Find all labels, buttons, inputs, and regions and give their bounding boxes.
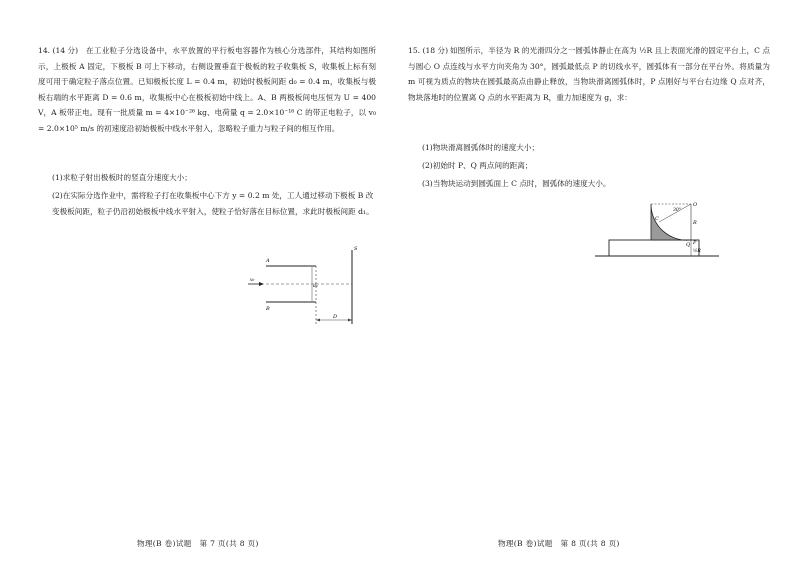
label-half-r: ½R [693,249,701,254]
label-s: S [354,246,358,252]
q15-sub3: (3)当物块运动到圆弧面上 C 点时，圆弧体的速度大小。 [422,179,611,188]
q14-number: 14. [38,46,51,55]
q15-figure [593,198,723,262]
label-v0: v₀ [250,278,255,283]
label-q: Q [686,242,691,248]
label-a: A [266,258,270,264]
label-p: P [693,240,697,246]
label-d-distance: D [333,314,338,320]
label-c: C [655,216,659,222]
q14-figure [240,242,370,328]
arc-body [651,204,691,240]
q15-sub1: (1)物块滑离圆弧体时的速度大小； [422,143,540,152]
q14-points: (14 分) [52,46,79,55]
q15-body: 如图所示，半径为 R 的光滑四分之一圆弧体静止在高为 ½R 且上表面光滑的固定平台上，C 点与圆心 O 点连线与水平方向夹角为 30°，圆弧最低点 P 的切线水平，圆弧体有一部分在平台外。将质量为 m 可视为质点的物块在圆弧最高点由静止释放，当物块滑离圆弧体时，P 点刚好与平台右边缘 Q 点对齐，物块落地时的位置离 Q 点的水平距离为 R，重力加速度为 g，求： [408,46,770,102]
q15-sub2: (2)初始时 P、Q 两点间的距离； [422,161,533,170]
q15-number: 15. [408,46,421,55]
label-d0: d₀ [313,284,318,289]
q14-sub1: (1)求粒子射出极板时的竖直分速度大小； [52,173,192,182]
right-page [400,0,800,579]
label-o: O [693,202,698,208]
label-r: R [693,220,697,226]
footer-right: 物理(B 卷)试题 第 8 页(共 8 页) [498,539,620,548]
label-angle: 30° [673,208,681,213]
q14-body: 在工业粒子分选设备中，水平放置的平行板电容器作为核心分选部件，其结构如图所示，上极板 A 固定，下极板 B 可上下移动，右侧设置垂直于极板的粒子收集板 S，收集板上标有刻度可用于确定粒子落点位置。已知极板长度 L = 0.4 m，初始时极板间距 d₀ = 0.4 m，收集板与极板右端的水平距离 D = 0.6 m，收集板中心在极板初始中线上。A、B 两极板间电压恒为 U = 400 V，A 板带正电。现有一批质量 m = 4×10⁻²⁶ kg、电荷量 q = 2.0×10⁻¹⁶ C 的带正电粒子，以 v₀ = 2.0×10⁵ m/s 的初速度沿初始极板中线水平射入，忽略粒子重力与粒子间的相互作用。 [38,46,376,133]
q14-sub2: (2)在实际分选作业中，需将粒子打在收集板中心下方 y = 0.2 m 处，工人通过移动下极板 B 改变极板间距，粒子仍沿初始极板中线水平射入，使粒子恰好落在目标位置，求此时极板间距 d₁。 [52,191,374,216]
footer-left: 物理(B 卷)试题 第 7 页(共 8 页) [137,539,259,548]
label-b: B [266,306,270,312]
q15-points: (18 分) [422,46,449,55]
